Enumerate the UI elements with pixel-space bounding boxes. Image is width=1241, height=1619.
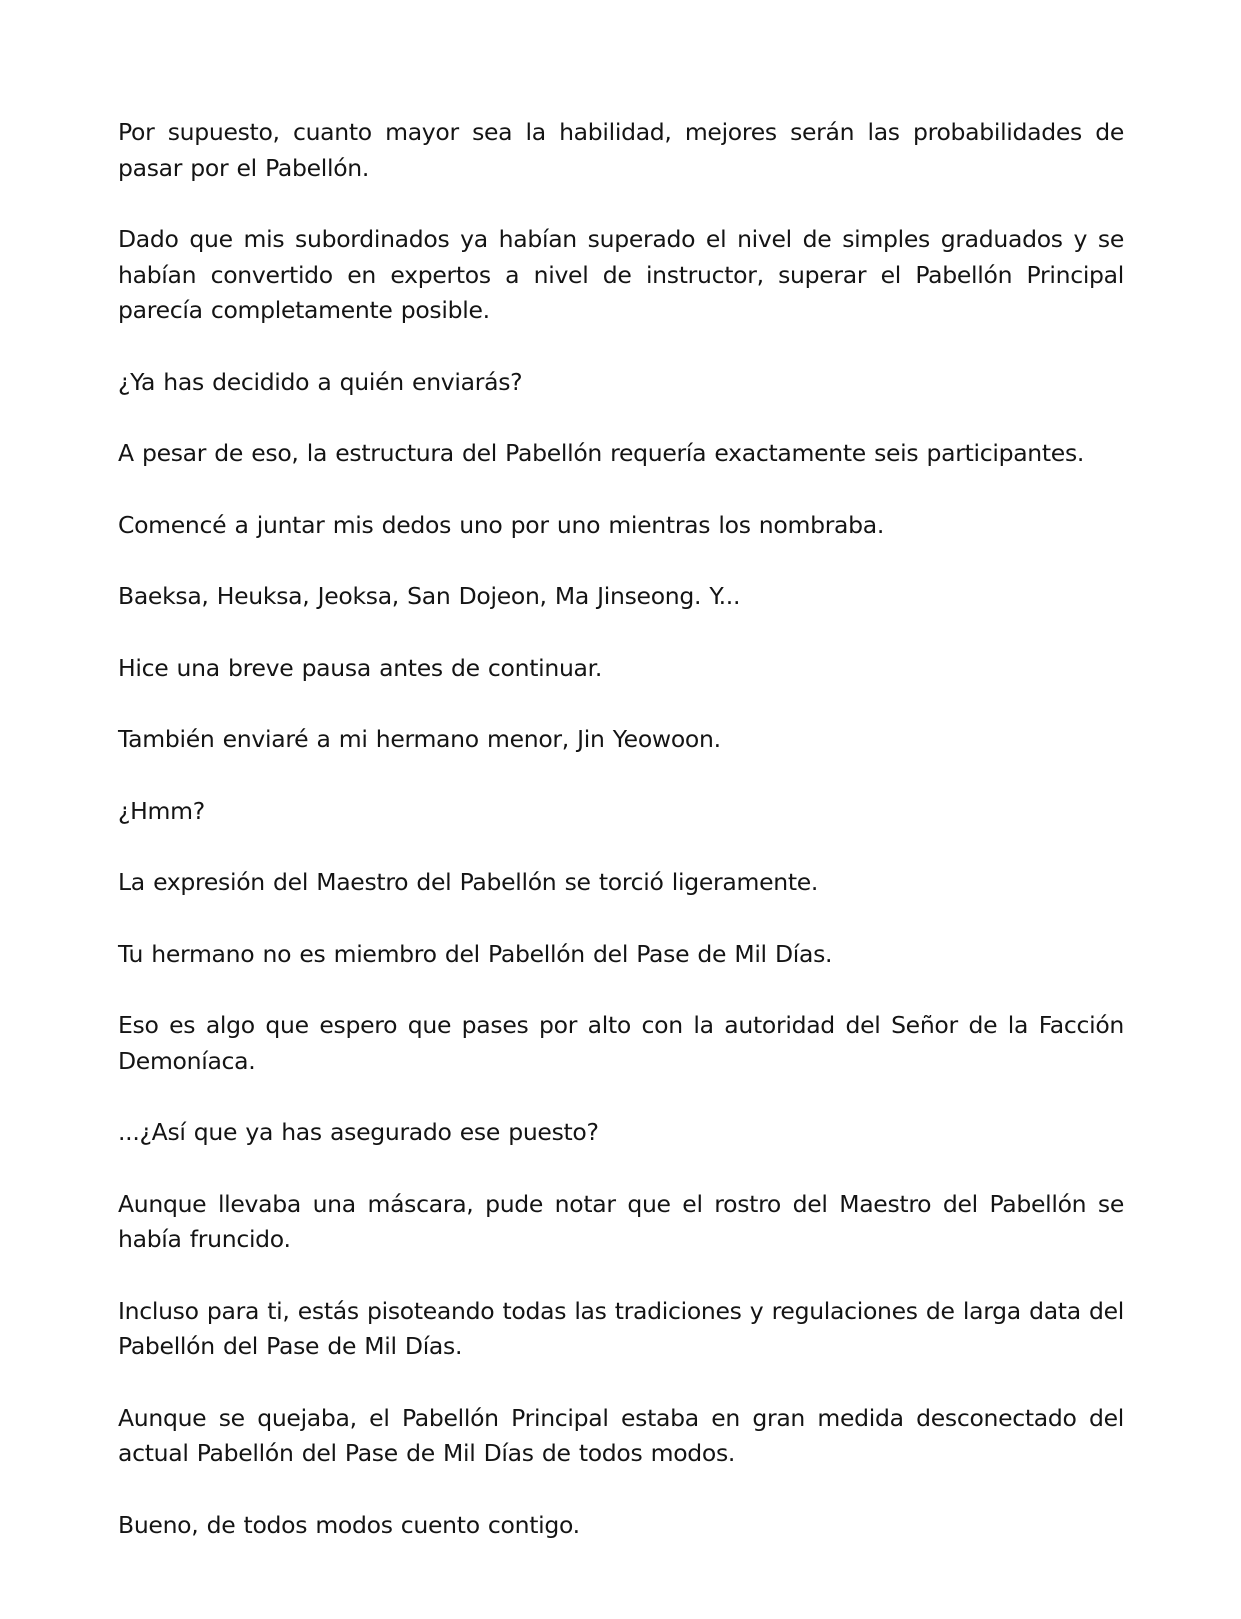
paragraph: Por supuesto, cuanto mayor sea la habilidad, mejores serán las probabilidades de pasar por el Pabellón. [118, 118, 1124, 182]
paragraph: También enviaré a mi hermano menor, Jin Yeowoon. [118, 725, 721, 753]
paragraph: Eso es algo que espero que pases por alto con la autoridad del Señor de la Facción Demoníaca. [118, 1011, 1124, 1075]
paragraph: Baeksa, Heuksa, Jeoksa, San Dojeon, Ma Jinseong. Y... [118, 582, 741, 610]
paragraph: Incluso para ti, estás pisoteando todas las tradiciones y regulaciones de larga data del Pabellón del Pase de Mil Días. [118, 1296, 1124, 1360]
paragraph: ¿Hmm? [118, 796, 205, 825]
paragraph: Dado que mis subordinados ya habían superado el nivel de simples graduados y se habían convertido en expertos a nivel de instructor, superar el Pabellón Principal parecía completamente posible. [118, 225, 1124, 324]
paragraph: Hice una breve pausa antes de continuar. [118, 653, 603, 682]
paragraph: Aunque se quejaba, el Pabellón Principal estaba en gran medida desconectado del actual Pabellón del Pase de Mil Días de todos modos. [118, 1403, 1124, 1467]
paragraph: Aunque llevaba una máscara, pude notar que el rostro del Maestro del Pabellón se había fruncido. [118, 1189, 1124, 1253]
paragraph: Comencé a juntar mis dedos uno por uno mientras los nombraba. [118, 510, 885, 539]
paragraph: Tu hermano no es miembro del Pabellón del Pase de Mil Días. [118, 939, 833, 968]
paragraph: Bueno, de todos modos cuento contigo. [118, 1510, 580, 1539]
document-body [118, 115, 1124, 1579]
paragraph: A pesar de eso, la estructura del Pabellón requería exactamente seis participantes. [118, 439, 1085, 467]
paragraph: ¿Ya has decidido a quién enviarás? [118, 367, 523, 396]
paragraph: ...¿Así que ya has asegurado ese puesto? [118, 1118, 599, 1146]
paragraph: La expresión del Maestro del Pabellón se torció ligeramente. [118, 868, 819, 896]
